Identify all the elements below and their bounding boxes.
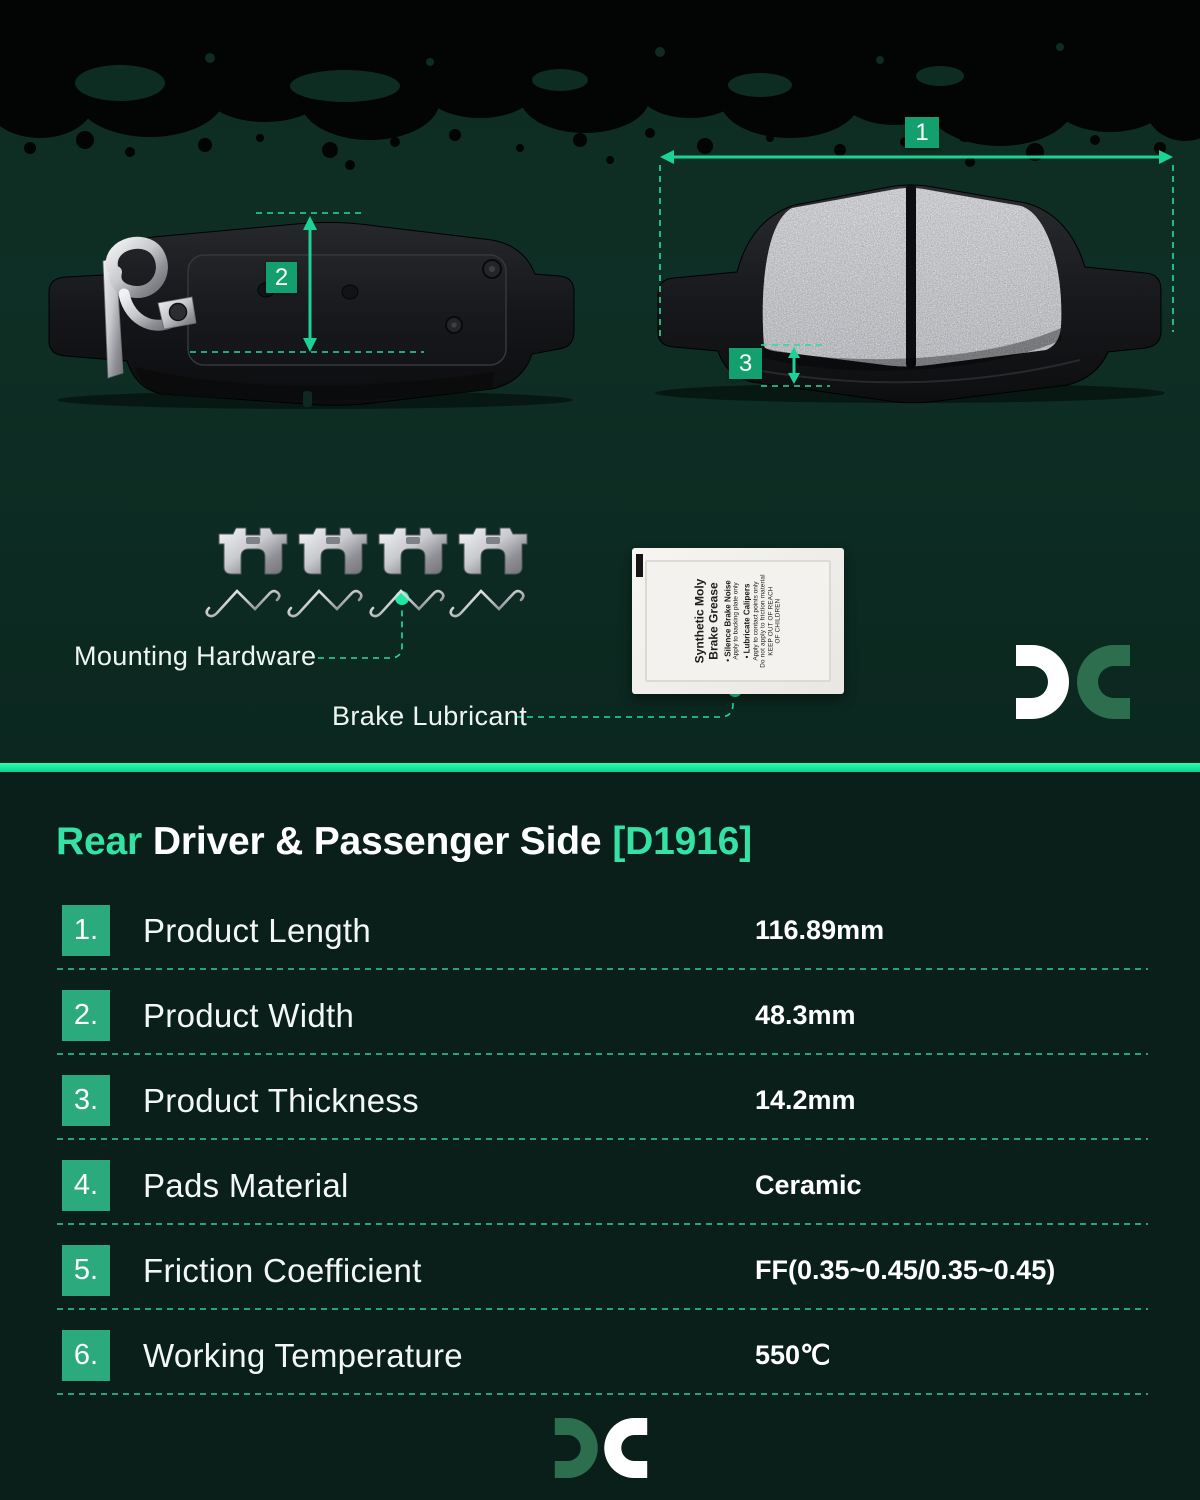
mounting-hardware-photo	[196, 516, 540, 622]
spec-row	[0, 990, 1200, 1075]
row-number-badge	[62, 1245, 110, 1296]
mounting-hardware-label: Mounting Hardware	[74, 641, 317, 671]
row-number-badge	[62, 1075, 110, 1126]
brand-logo-footer	[552, 1418, 650, 1478]
abutment-clip	[459, 528, 527, 574]
row-separator	[57, 1223, 1148, 1225]
spec-row	[0, 1160, 1200, 1245]
dimension-number: 2	[274, 263, 289, 291]
packet-tear-notch	[636, 554, 643, 577]
spec-label: Friction Coefficient	[143, 1252, 422, 1289]
spec-label: Product Width	[143, 997, 355, 1034]
packet-bullet1-sub: Apply to backing plate only	[733, 582, 741, 660]
row-separator	[57, 968, 1148, 970]
spec-label: Pads Material	[143, 1167, 349, 1204]
row-separator	[57, 1053, 1148, 1055]
row-number: 4.	[73, 1169, 99, 1201]
row-number: 5.	[73, 1254, 99, 1286]
spring-wire	[451, 591, 524, 616]
spec-table	[0, 905, 1200, 1415]
spec-label: Product Thickness	[143, 1082, 419, 1119]
row-number-badge	[62, 990, 110, 1041]
spec-value: 116.89mm	[755, 915, 885, 945]
brake-lubricant-packet	[632, 548, 844, 694]
dimension-number: 1	[915, 118, 929, 146]
spec-row	[0, 905, 1200, 990]
packet-bullet2: • Lubricate Calipers	[742, 583, 752, 659]
spec-label: Product Length	[143, 912, 372, 949]
packet-bullet1: • Silence Brake Noise	[723, 580, 733, 662]
brand-logo	[1013, 645, 1133, 719]
spec-value: FF(0.35~0.45/0.35~0.45)	[755, 1255, 1056, 1285]
dimension-badge-1	[905, 117, 939, 148]
row-separator	[57, 1308, 1148, 1310]
section-divider	[0, 763, 1200, 772]
abutment-clip	[299, 528, 367, 574]
row-number: 6.	[73, 1339, 99, 1371]
title-highlight: Rear	[56, 820, 142, 863]
abutment-clip	[219, 528, 287, 574]
spec-row	[0, 1245, 1200, 1330]
dimension-number: 3	[738, 349, 753, 377]
spec-value: Ceramic	[755, 1170, 862, 1200]
packet-title-line2: Brake Grease	[706, 582, 721, 660]
packet-note3: OF CHILDREN	[774, 598, 782, 644]
row-number-badge	[62, 905, 110, 956]
row-number-badge	[62, 1330, 110, 1381]
row-number: 3.	[73, 1084, 99, 1116]
spec-row	[0, 1330, 1200, 1415]
packet-text	[694, 555, 783, 687]
spec-section	[0, 772, 1200, 1500]
brake-lubricant-label: Brake Lubricant	[332, 701, 528, 731]
spring-wire	[207, 591, 280, 616]
abutment-clip	[379, 528, 447, 574]
packet-note2: KEEP OUT OF REACH	[767, 586, 775, 656]
title-part-code: [D1916]	[612, 820, 752, 863]
spec-row	[0, 1075, 1200, 1160]
section-title	[56, 820, 752, 864]
spec-value: 550℃	[755, 1340, 831, 1370]
title-main: Driver & Passenger Side	[152, 820, 602, 863]
dimension-badge-2	[266, 262, 297, 293]
row-number-badge	[62, 1160, 110, 1211]
spec-label: Working Temperature	[143, 1337, 463, 1374]
dimension-badge-3	[729, 348, 762, 379]
row-number: 1.	[73, 914, 99, 946]
packet-title-line1: Synthetic Moly	[692, 578, 707, 664]
packet-bullet2-sub: Apply to contact points only	[752, 581, 760, 661]
packet-note1: Do not apply to friction material	[759, 574, 767, 668]
spring-wire	[371, 591, 444, 616]
row-separator	[57, 1393, 1148, 1395]
row-number: 2.	[73, 999, 99, 1031]
spring-wire	[289, 591, 362, 616]
row-separator	[57, 1138, 1148, 1140]
spec-value: 14.2mm	[755, 1085, 856, 1115]
spec-value: 48.3mm	[755, 1000, 856, 1030]
